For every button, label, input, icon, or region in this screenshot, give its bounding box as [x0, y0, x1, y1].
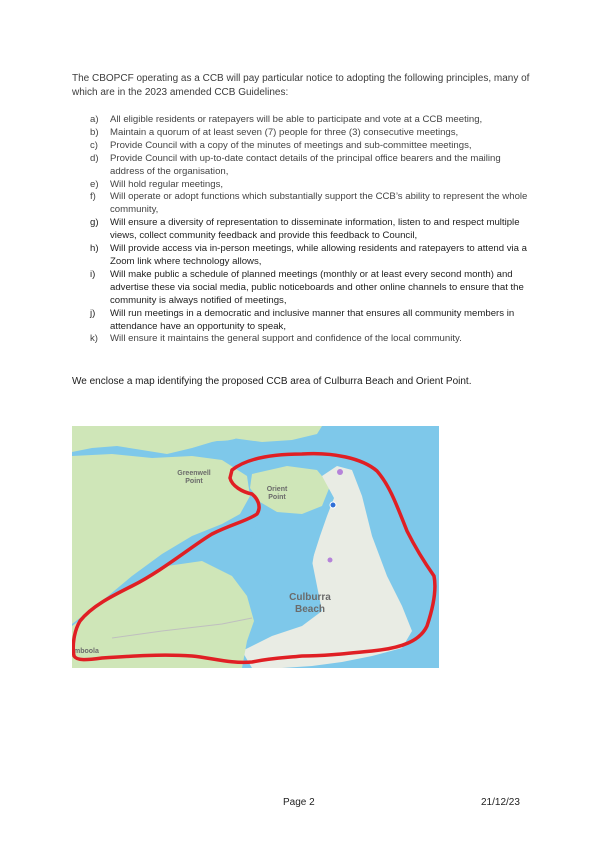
map-label-greenwell: Greenwell: [177, 470, 211, 477]
list-item: [90, 269, 530, 308]
list-marker: i): [90, 268, 96, 280]
list-item-text: Provide Council with up-to-date contact details of the principal office bearers and the mailing address of the organisation,: [110, 152, 501, 177]
map-label-mboola: mboola: [74, 648, 99, 655]
map-label-culburra-beach: Beach: [294, 604, 326, 615]
map-label-orient: Orient: [266, 486, 288, 493]
footer-date: 21/12/23: [481, 797, 520, 808]
ccb-area-map: [72, 426, 439, 668]
list-item-text: Will provide access via in-person meetings, while allowing residents and ratepayers to attend via a Zoom link where technology allows,: [110, 243, 528, 267]
list-item: [90, 217, 530, 243]
intro-paragraph: The CBOPCF operating as a CCB will pay particular notice to adopting the following principles, many of which are in the 2023 amended CCB Guidelines:: [72, 73, 530, 98]
list-item-text: Will ensure it maintains the general support and confidence of the local community.: [110, 333, 462, 345]
list-item-text: Maintain a quorum of at least seven (7) people for three (3) consecutive meetings,: [110, 126, 459, 138]
list-item: [90, 308, 530, 334]
list-marker: c): [90, 139, 98, 151]
list-item: [90, 127, 530, 140]
principles-list: [90, 114, 530, 346]
list-item-text: Will ensure a diversity of representation to disseminate information, listen to and respect multiple views, collect community feedback and provide this feedback to Council,: [110, 217, 520, 242]
list-marker: a): [90, 114, 99, 125]
map-intro-paragraph: We enclose a map identifying the proposed CCB area of Culburra Beach and Orient Point.: [72, 376, 472, 387]
list-item-text: Provide Council with a copy of the minutes of meetings and sub-committee meetings,: [110, 139, 472, 151]
list-item-text: Will run meetings in a democratic and inclusive manner that ensures all community members in attendance have an opportunity to speak,: [110, 307, 515, 332]
list-item: [90, 191, 530, 217]
list-marker: g): [90, 217, 99, 229]
list-marker: d): [90, 152, 99, 164]
list-item: [90, 153, 530, 179]
poi-marker-icon: [328, 558, 333, 563]
page-number: Page 2: [283, 797, 315, 808]
map-graphic: [72, 426, 439, 668]
map-label-culburra: Culburra: [289, 592, 331, 603]
list-item: [90, 114, 530, 127]
list-item: [90, 333, 530, 346]
list-item: [90, 179, 530, 192]
map-label-orient-point: Point: [268, 494, 286, 501]
list-marker: b): [90, 126, 99, 138]
list-marker: f): [90, 191, 96, 203]
list-marker: k): [90, 333, 98, 345]
list-item: [90, 140, 530, 153]
list-item-text: All eligible residents or ratepayers will be able to participate and vote at a CCB meeting,: [110, 114, 483, 125]
list-item-text: Will make public a schedule of planned meetings (monthly or at least every second month) and advertise these via social media, public noticeboards and other online channels to ensure that the community is always notified of meetings,: [110, 268, 524, 306]
list-item: [90, 243, 530, 269]
list-marker: j): [90, 307, 96, 319]
poi-marker-icon: [337, 469, 343, 475]
map-label-greenwell-point: Point: [185, 478, 203, 485]
list-item-text: Will operate or adopt functions which substantially support the CCB’s ability to represent the whole community,: [110, 191, 528, 216]
location-dot-icon: [330, 502, 336, 508]
list-item-text: Will hold regular meetings,: [110, 178, 224, 190]
map-island: [195, 431, 239, 441]
list-marker: e): [90, 178, 99, 190]
list-marker: h): [90, 243, 99, 255]
